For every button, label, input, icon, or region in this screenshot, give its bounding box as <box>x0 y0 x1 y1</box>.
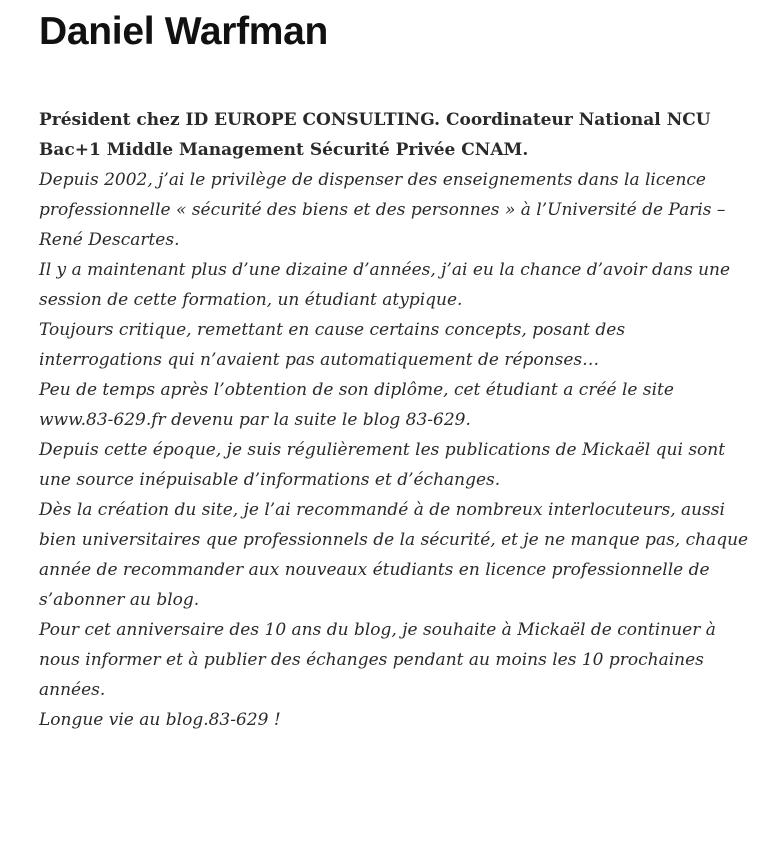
testimonial-line: René Descartes. <box>39 230 180 250</box>
testimonial-line: année de recommander aux nouveaux étudiants en licence professionnelle de <box>39 560 710 580</box>
author-name: Daniel Warfman <box>39 10 329 53</box>
testimonial-line: Il y a maintenant plus d’une dizaine d’années, j’ai eu la chance d’avoir dans une <box>39 260 731 280</box>
testimonial-line: Dès la création du site, je l’ai recommandé à de nombreux interlocuteurs, aussi <box>39 500 725 520</box>
testimonial-line: Depuis cette époque, je suis régulièrement les publications de Mickaël qui sont <box>39 440 726 460</box>
author-title-line: Président chez ID EUROPE CONSULTING. Coordinateur National NCU <box>39 110 711 130</box>
testimonial-line: bien universitaires que professionnels de la sécurité, et je ne manque pas, chaque <box>39 530 749 550</box>
testimonial-line: session de cette formation, un étudiant atypique. <box>39 290 463 310</box>
testimonial-paragraph-2 <box>39 435 749 735</box>
author-title <box>39 105 739 165</box>
testimonial-line: www.83-629.fr devenu par la suite le blog 83-629. <box>39 410 471 430</box>
author-title-line: Bac+1 Middle Management Sécurité Privée CNAM. <box>39 140 529 160</box>
testimonial-line: Depuis 2002, j’ai le privilège de dispenser des enseignements dans la licence <box>39 170 706 190</box>
testimonial-page <box>39 0 749 735</box>
testimonial-line: nous informer et à publier des échanges pendant au moins les 10 prochaines <box>39 650 704 670</box>
testimonial-line: Pour cet anniversaire des 10 ans du blog, je souhaite à Mickaël de continuer à <box>39 620 716 640</box>
testimonial-line: Toujours critique, remettant en cause certains concepts, posant des <box>39 320 626 340</box>
testimonial-paragraph-1 <box>39 165 739 435</box>
testimonial-line: Peu de temps après l’obtention de son diplôme, cet étudiant a créé le site <box>39 380 674 400</box>
testimonial-line: interrogations qui n’avaient pas automatiquement de réponses… <box>39 350 600 370</box>
testimonial-line: Longue vie au blog.83-629 ! <box>39 710 281 730</box>
testimonial-line: années. <box>39 680 106 700</box>
testimonial-text <box>39 165 749 735</box>
testimonial-line: une source inépuisable d’informations et d’échanges. <box>39 470 501 490</box>
testimonial-line: professionnelle « sécurité des biens et des personnes » à l’Université de Paris – <box>39 200 726 220</box>
testimonial-line: s’abonner au blog. <box>39 590 200 610</box>
